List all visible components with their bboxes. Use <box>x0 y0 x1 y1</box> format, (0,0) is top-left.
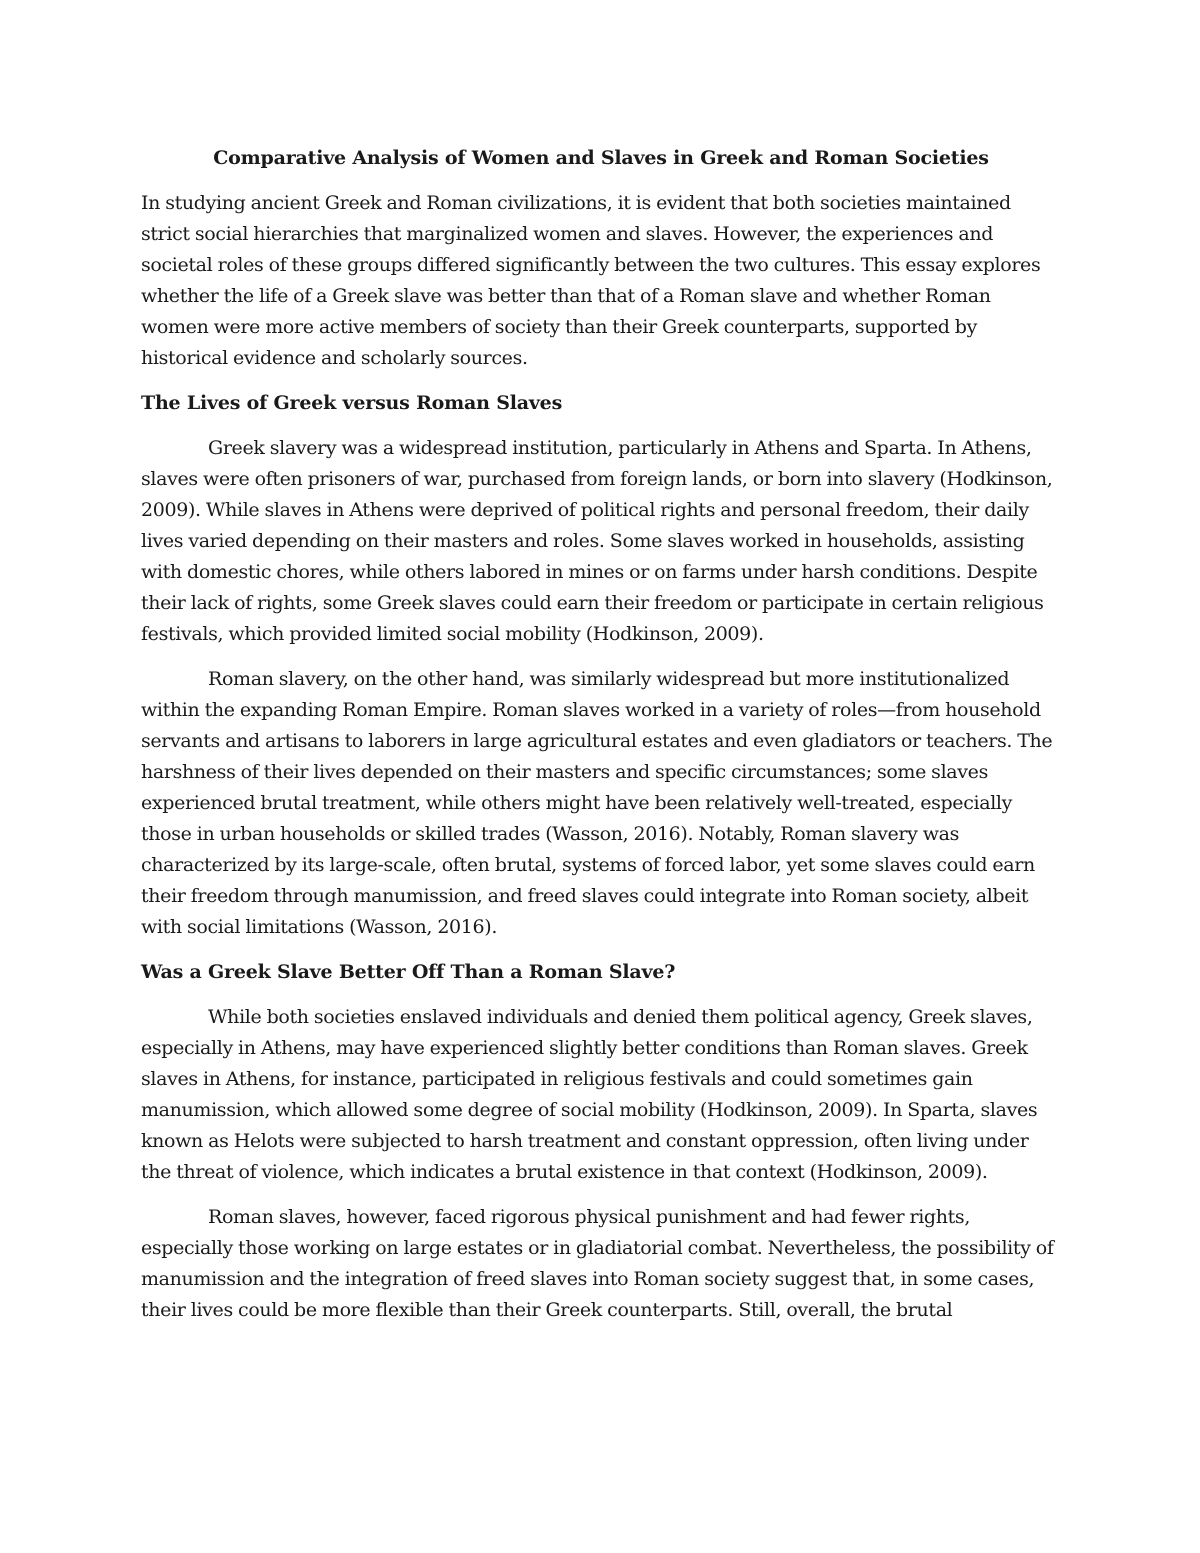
paragraph-roman-slavery: Roman slavery, on the other hand, was similarly widespread but more institutionalized within the expanding Roman Empire. Roman slaves worked in a variety of roles—from household servants and artisans to laborers in large agricultural estates and even gladiators or teachers. The harshness of their lives depended on their masters and specific circumstances; some slaves experienced brutal treatment, while others might have been relatively well-treated, especially those in urban households or skilled trades (Wasson, 2016). Notably, Roman slavery was characterized by its large-scale, often brutal, systems of forced labor, yet some slaves could earn their freedom through manumission, and freed slaves could integrate into Roman society, albeit with social limitations (Wasson, 2016). <box>141 668 1053 938</box>
paragraph-greek-slavery: Greek slavery was a widespread institution, particularly in Athens and Sparta. In Athens, slaves were often prisoners of war, purchased from foreign lands, or born into slavery (Hodkinson, 2009). While slaves in Athens were deprived of political rights and personal freedom, their daily lives varied depending on their masters and roles. Some slaves worked in households, assisting with domestic chores, while others labored in mines or on farms under harsh conditions. Despite their lack of rights, some Greek slaves could earn their freedom or participate in certain religious festivals, which provided limited social mobility (Hodkinson, 2009). <box>141 437 1053 645</box>
document-body <box>141 143 1061 1340</box>
section-heading-greek-vs-roman-slaves: The Lives of Greek versus Roman Slaves <box>141 392 563 414</box>
document-title: Comparative Analysis of Women and Slaves in Greek and Roman Societies <box>213 147 989 169</box>
intro-paragraph: In studying ancient Greek and Roman civilizations, it is evident that both societies maintained strict social hierarchies that marginalized women and slaves. However, the experiences and societal roles of these groups differed significantly between the two cultures. This essay explores whether the life of a Greek slave was better than that of a Roman slave and whether Roman women were more active members of society than their Greek counterparts, supported by historical evidence and scholarly sources. <box>141 192 1041 369</box>
section-heading-greek-slave-better-off: Was a Greek Slave Better Off Than a Roman Slave? <box>141 961 676 983</box>
paragraph-comparison-roman: Roman slaves, however, faced rigorous physical punishment and had fewer rights, especially those working on large estates or in gladiatorial combat. Nevertheless, the possibility of manumission and the integration of freed slaves into Roman society suggest that, in some cases, their lives could be more flexible than their Greek counterparts. Still, overall, the brutal <box>141 1206 1054 1321</box>
paragraph-comparison-greek: While both societies enslaved individuals and denied them political agency, Greek slaves, especially in Athens, may have experienced slightly better conditions than Roman slaves. Greek slaves in Athens, for instance, participated in religious festivals and could sometimes gain manumission, which allowed some degree of social mobility (Hodkinson, 2009). In Sparta, slaves known as Helots were subjected to harsh treatment and constant oppression, often living under the threat of violence, which indicates a brutal existence in that context (Hodkinson, 2009). <box>141 1006 1038 1183</box>
